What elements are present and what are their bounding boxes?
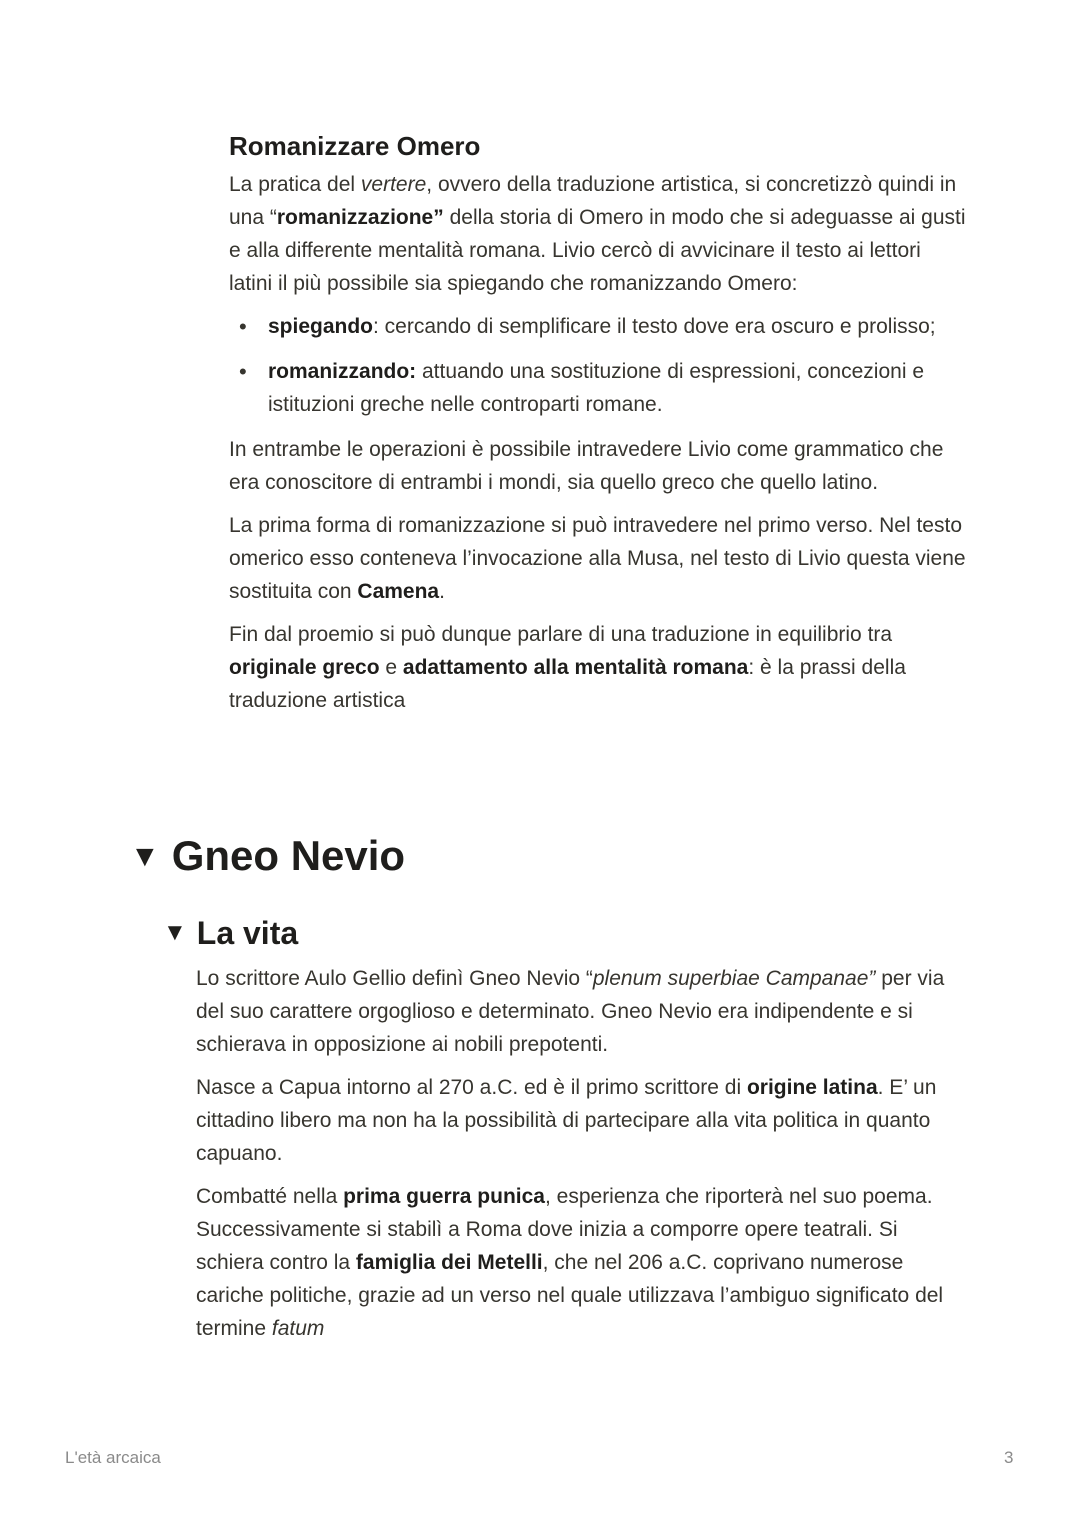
paragraph-capua: Nasce a Capua intorno al 270 a.C. ed è il primo scrittore di origine latina. E’ un cittadino libero ma non ha la possibilità di partecipare alla vita politica in quanto capuano. bbox=[196, 1076, 937, 1165]
list-item: • spiegando: cercando di semplificare il testo dove era oscuro e prolisso; bbox=[229, 310, 969, 343]
heading-title: Gneo Nevio bbox=[171, 832, 406, 879]
paragraph-vertere: La pratica del vertere, ovvero della traduzione artistica, si concretizzò quindi in una “romanizzazione” della storia di Omero in modo che si adeguasse ai gusti e alla differente mentalità romana. Livio cercò di avvicinare il testo ai lettori latini il più possibile sia spiegando che romanizzando Omero: bbox=[229, 173, 966, 295]
section-title: Romanizzare Omero bbox=[229, 131, 481, 161]
bullet-list bbox=[229, 310, 969, 421]
paragraph-gellio: Lo scrittore Aulo Gellio definì Gneo Nevio “plenum superbiae Campanae” per via del suo carattere orgoglioso e determinato. Gneo Nevio era indipendente e si schierava in opposizione ai nobili prepotenti. bbox=[196, 967, 945, 1056]
paragraph-guerra-punica: Combatté nella prima guerra punica, esperienza che riporterà nel suo poema. Successivamente si stabilì a Roma dove inizia a comporre opere teatrali. Si schiera contro la famiglia dei Metelli, che nel 206 a.C. coprivano numerose cariche politiche, grazie ad un verso nel quale utilizzava l’ambiguo significato del termine fatum bbox=[196, 1185, 944, 1340]
paragraph-proemio: Fin dal proemio si può dunque parlare di una traduzione in equilibrio tra originale greco e adattamento alla mentalità romana: è la prassi della traduzione artistica bbox=[229, 623, 906, 712]
paragraph-camena: La prima forma di romanizzazione si può intravedere nel primo verso. Nel testo omerico esso conteneva l’invocazione alla Musa, nel testo di Livio questa viene sostituita con Camena. bbox=[229, 514, 966, 603]
list-item: • romanizzando: attuando una sostituzione di espressioni, concezioni e istituzioni greche nelle controparti romane. bbox=[229, 355, 969, 421]
heading-title: La vita bbox=[196, 915, 299, 951]
section-la-vita bbox=[196, 962, 956, 1355]
section-romanizzare-omero bbox=[229, 126, 969, 727]
toggle-triangle-icon[interactable]: ▼ bbox=[130, 840, 160, 873]
bullet-icon: • bbox=[239, 359, 247, 384]
footer-document-title: L'età arcaica bbox=[65, 1448, 161, 1467]
heading-la-vita[interactable] bbox=[163, 910, 298, 960]
footer-page-number: 3 bbox=[1004, 1448, 1014, 1467]
heading-gneo-nevio[interactable] bbox=[130, 826, 405, 891]
bullet-icon: • bbox=[239, 314, 247, 339]
paragraph-grammatico: In entrambe le operazioni è possibile intravedere Livio come grammatico che era conoscitore di entrambi i mondi, sia quello greco che quello latino. bbox=[229, 438, 944, 494]
toggle-triangle-icon[interactable]: ▼ bbox=[163, 919, 187, 946]
